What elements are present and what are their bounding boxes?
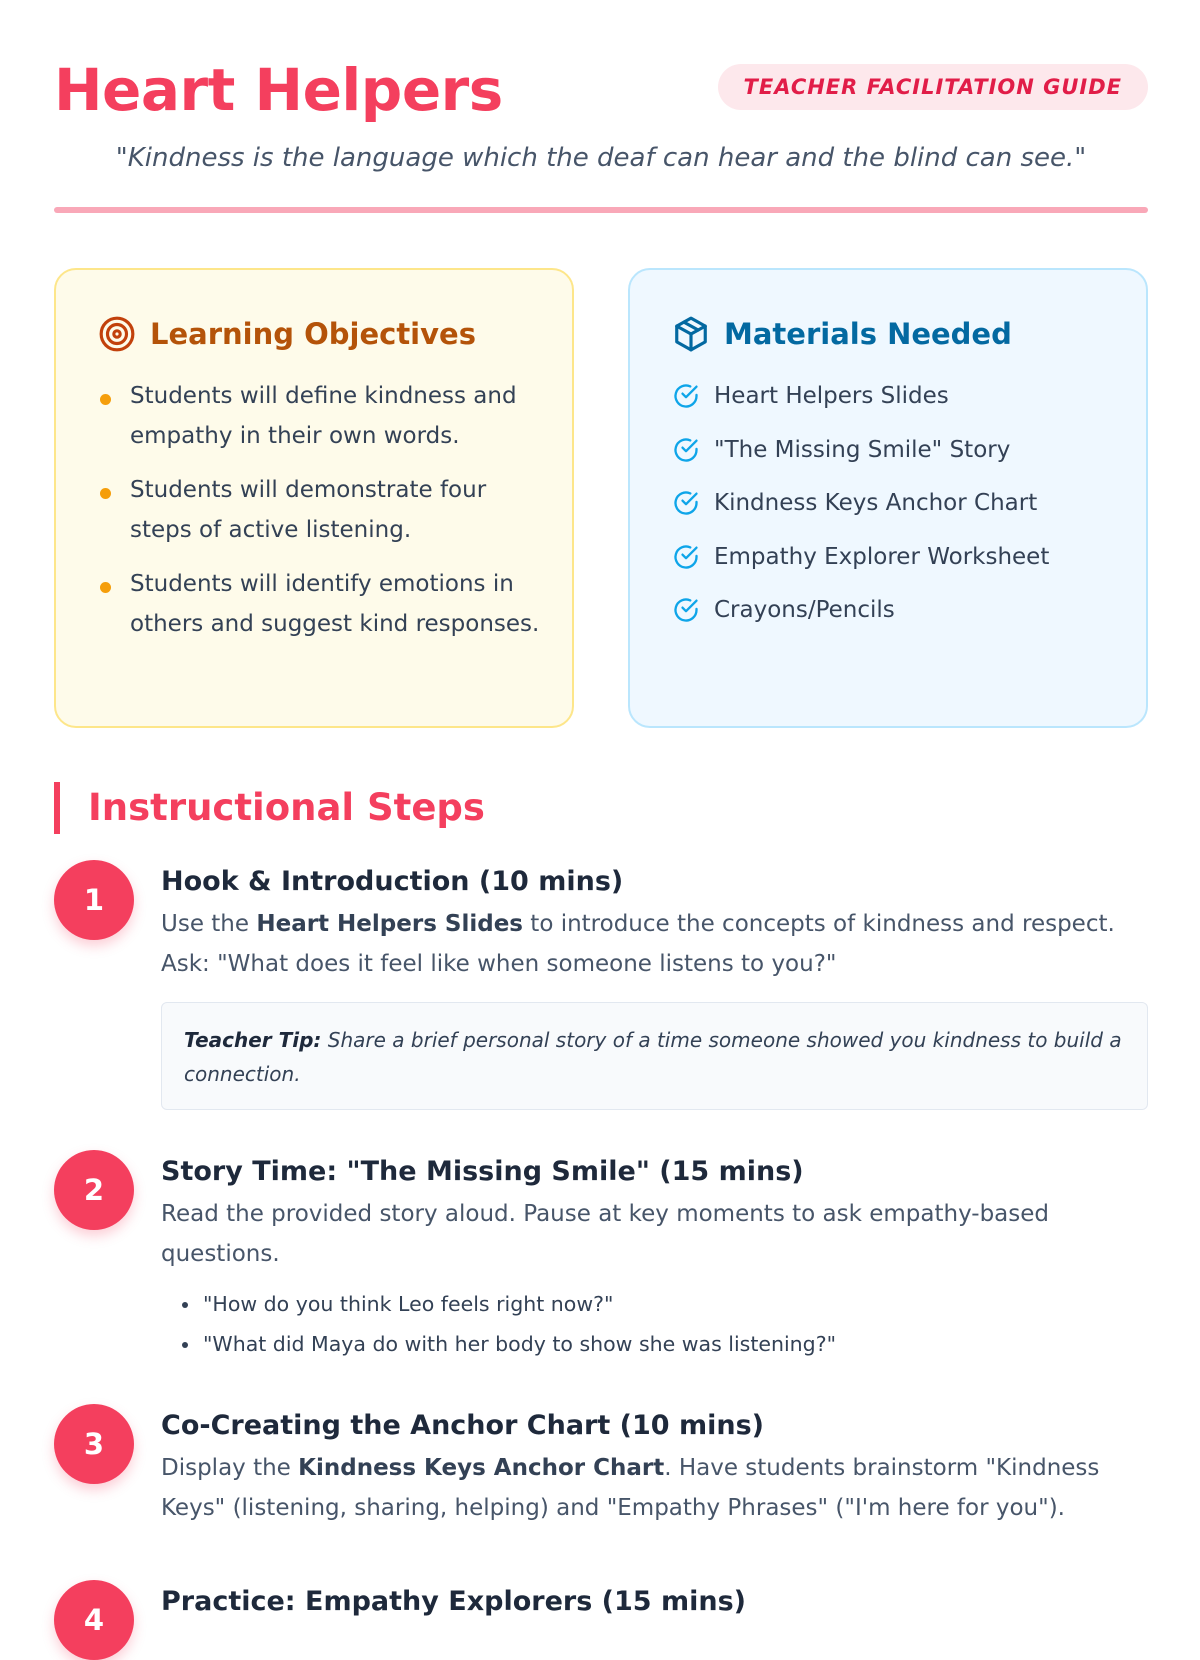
step-body xyxy=(161,1404,1148,1528)
tip-text: Share a brief personal story of a time someone showed you kindness to build a connection. xyxy=(184,1028,1122,1086)
check-circle-icon xyxy=(672,489,700,517)
material-item xyxy=(672,430,1112,470)
question-item: • "How do you think Leo feels right now?" xyxy=(201,1284,1148,1324)
check-circle-icon xyxy=(672,382,700,410)
material-item xyxy=(672,590,1112,630)
instructional-steps-heading: Instructional Steps xyxy=(54,782,485,834)
objectives-header xyxy=(98,312,476,356)
step-title: Hook & Introduction (10 mins) xyxy=(161,866,624,897)
question-item: • "What did Maya do with her body to show she was listening?" xyxy=(201,1324,1148,1364)
objective-item xyxy=(100,564,540,644)
step-text-bold: Heart Helpers Slides xyxy=(256,911,523,937)
objective-item xyxy=(100,376,540,456)
step-body xyxy=(161,1580,1148,1624)
package-icon xyxy=(672,315,710,353)
teacher-tip-box xyxy=(161,1002,1148,1110)
learning-objectives-card xyxy=(54,268,574,728)
material-text: Heart Helpers Slides xyxy=(714,383,949,409)
step-title: Story Time: "The Missing Smile" (15 mins) xyxy=(161,1156,804,1187)
page-title: Heart Helpers xyxy=(54,56,503,124)
objective-text: Students will define kindness and empathy in their own words. xyxy=(130,383,517,449)
materials-list xyxy=(672,376,1112,644)
step-number-badge: 4 xyxy=(54,1580,134,1660)
objective-text: Students will identify emotions in others and suggest kind responses. xyxy=(130,571,540,637)
material-text: Empathy Explorer Worksheet xyxy=(714,543,1050,570)
check-circle-icon xyxy=(672,596,700,624)
objectives-list xyxy=(100,376,540,658)
step-text-bold: Kindness Keys Anchor Chart xyxy=(298,1455,665,1481)
step-body xyxy=(161,1150,1148,1364)
target-icon xyxy=(98,315,136,353)
materials-needed-card xyxy=(628,268,1148,728)
objective-text: Students will demonstrate four steps of active listening. xyxy=(130,477,487,543)
kindness-quote: "Kindness is the language which the deaf can hear and the blind can see." xyxy=(115,143,1087,173)
check-circle-icon xyxy=(672,436,700,464)
step-description: Read the provided story aloud. Pause at key moments to ask empathy-based questions. xyxy=(161,1201,1050,1267)
step-description xyxy=(161,1448,1148,1528)
objective-item xyxy=(100,470,540,550)
bullet-dot xyxy=(100,582,111,593)
step-title: Co-Creating the Anchor Chart (10 mins) xyxy=(161,1410,765,1441)
question-list xyxy=(161,1284,1148,1364)
check-circle-icon xyxy=(672,543,700,571)
step-text-part: to introduce the concepts of kindness and respect. Ask: "What does it feel like when someone listens to you?" xyxy=(161,911,1115,977)
materials-header xyxy=(672,312,1012,356)
step-text-part: . Have students brainstorm "Kindness Keys" (listening, sharing, helping) and "Empathy Phrases" ("I'm here for you"). xyxy=(161,1455,1100,1521)
tip-label: Teacher Tip: xyxy=(184,1028,322,1052)
step-number-badge: 2 xyxy=(54,1150,134,1230)
bullet-dot xyxy=(100,394,111,405)
page-header xyxy=(54,50,1148,130)
step-number-badge: 3 xyxy=(54,1404,134,1484)
material-text: Crayons/Pencils xyxy=(714,597,895,623)
materials-title: Materials Needed xyxy=(724,317,1012,351)
material-text: Kindness Keys Anchor Chart xyxy=(714,490,1038,516)
material-item xyxy=(672,537,1112,577)
material-text: "The Missing Smile" Story xyxy=(714,436,1011,463)
header-divider xyxy=(54,207,1148,213)
guide-badge: TEACHER FACILITATION GUIDE xyxy=(718,64,1148,110)
step-body xyxy=(161,860,1148,1110)
material-item xyxy=(672,376,1112,416)
bullet-dot xyxy=(100,488,111,499)
material-item xyxy=(672,483,1112,523)
step-text-part: Use the xyxy=(161,911,257,937)
step-description xyxy=(161,904,1148,984)
step-number-badge: 1 xyxy=(54,860,134,940)
step-title: Practice: Empathy Explorers (15 mins) xyxy=(161,1586,746,1617)
objectives-title: Learning Objectives xyxy=(150,317,476,351)
step-text-part: Display the xyxy=(161,1455,299,1481)
